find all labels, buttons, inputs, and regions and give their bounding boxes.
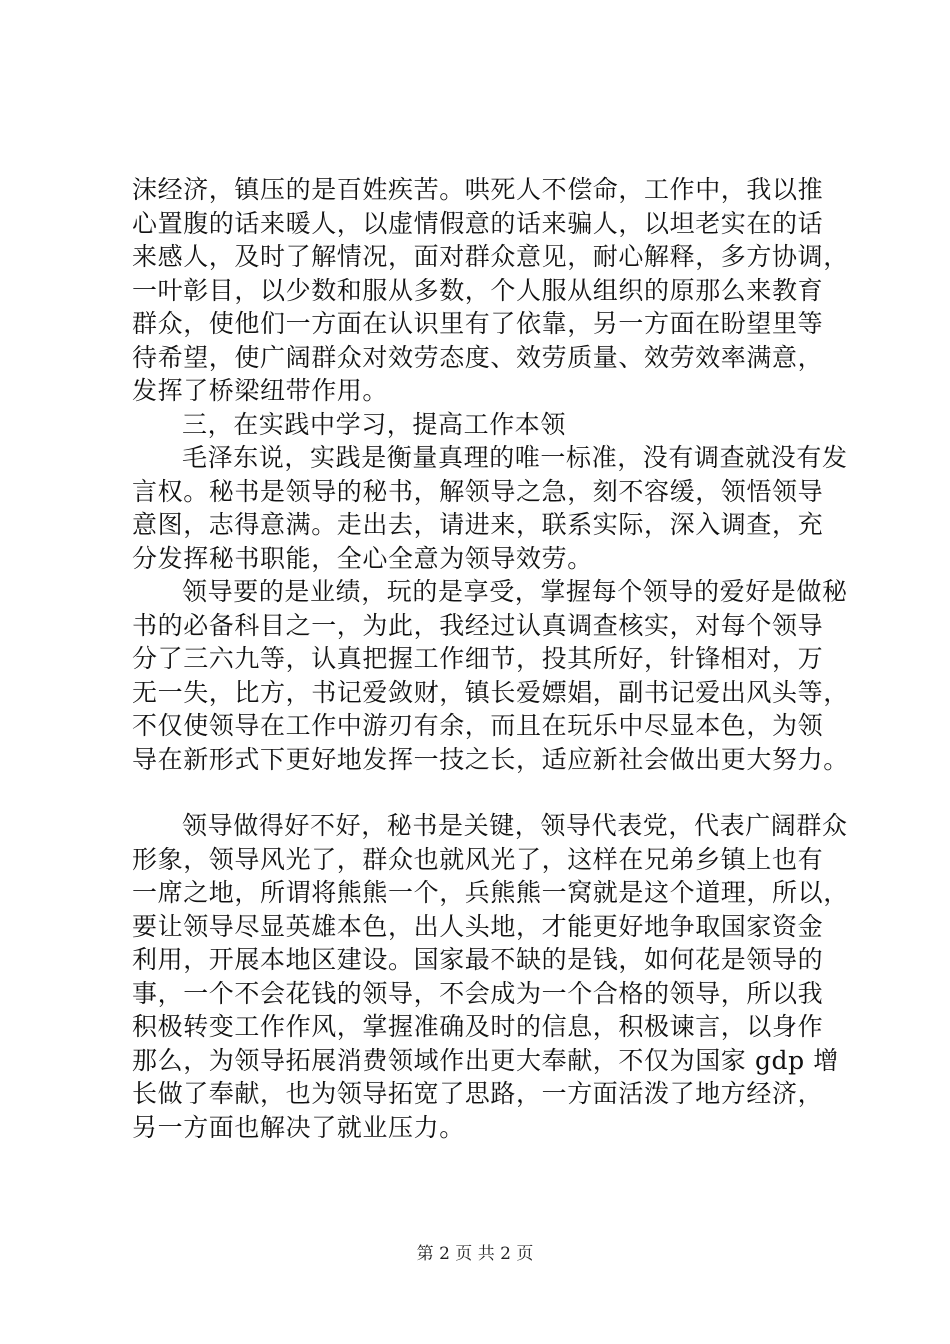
page-number-label: 第 2 页 共 2 页 [416,1244,534,1264]
text-line: 事，一个不会花钱的领导，不会成为一个合格的领导，所以我 [132,978,824,1008]
paragraph-4 [132,809,852,1144]
text-line: 分发挥秘书职能，全心全意为领导效劳。 [132,543,593,573]
section-heading-3 [132,408,852,442]
text-line: 长做了奉献，也为领导拓宽了思路，一方面活泼了地方经济， [132,1079,824,1108]
text-line: 来感人，及时了解情况，面对群众意见，耐心解释，多方协调， [132,242,849,271]
text-line: 分了三六九等，认真把握工作细节，投其所好，针锋相对，万 [132,644,824,673]
text-line: 形象，领导风光了，群众也就风光了，这样在兄弟乡镇上也有 [132,844,824,874]
text-line: 沫经济，镇压的是百姓疾苦。哄死人不偿命，工作中，我以推 [132,175,824,204]
paragraph-spacer [132,776,852,809]
text-line: 领导做得好不好，秘书是关键，领导代表党，代表广阔群众 [182,811,848,840]
text-line: 意图，志得意满。走出去，请进来，联系实际，深入调查，充 [132,510,824,539]
text-line: 一席之地，所谓将熊熊一个，兵熊熊一窝就是这个道理，所以， [132,878,849,907]
text-line: 利用，开展本地区建设。国家最不缺的是钱，如何花是领导的 [132,945,824,974]
text-line: 一叶彰目，以少数和服从多数，个人服从组织的原那么来教育 [132,275,824,305]
text-line: 心置腹的话来暖人，以虚情假意的话来骗人，以坦老实在的话 [132,208,824,238]
text-line: 那么，为领导拓展消费领域作出更大奉献，不仅为国家 gdp 增 [132,1045,839,1075]
page-footer [0,1243,950,1265]
text-line: 群众，使他们一方面在认识里有了依靠，另一方面在盼望里等 [132,309,824,338]
paragraph-2 [132,441,852,575]
text-line: 书的必备科目之一，为此，我经过认真调查核实，对每个领导 [132,610,824,640]
paragraph-3 [132,575,852,776]
text-line: 发挥了桥梁纽带作用。 [132,376,389,405]
paragraph-1 [132,173,852,408]
document-body [132,173,852,1144]
text-line: 导在新形式下更好地发挥一技之长，适应新社会做出更大努力。 [132,744,849,774]
text-line: 积极转变工作作风，掌握准确及时的信息，积极谏言，以身作 [132,1012,824,1041]
text-line: 待希望，使广阔群众对效劳态度、效劳质量、效劳效率满意， [132,342,824,372]
text-line: 领导要的是业绩，玩的是享受，掌握每个领导的爱好是做秘 [182,577,848,606]
text-line: 毛泽东说，实践是衡量真理的唯一标准，没有调查就没有发 [182,443,848,472]
text-line: 要让领导尽显英雄本色，出人头地，才能更好地争取国家资金 [132,911,824,941]
heading-line: 三，在实践中学习，提高工作本领 [182,409,567,439]
text-line: 不仅使领导在工作中游刃有余，而且在玩乐中尽显本色，为领 [132,711,824,740]
text-line: 另一方面也解决了就业压力。 [132,1112,465,1142]
text-line: 无一失，比方，书记爱敛财，镇长爱嫖娼，副书记爱出风头等， [132,677,849,707]
text-line: 言权。秘书是领导的秘书，解领导之急，刻不容缓，领悟领导 [132,476,824,506]
